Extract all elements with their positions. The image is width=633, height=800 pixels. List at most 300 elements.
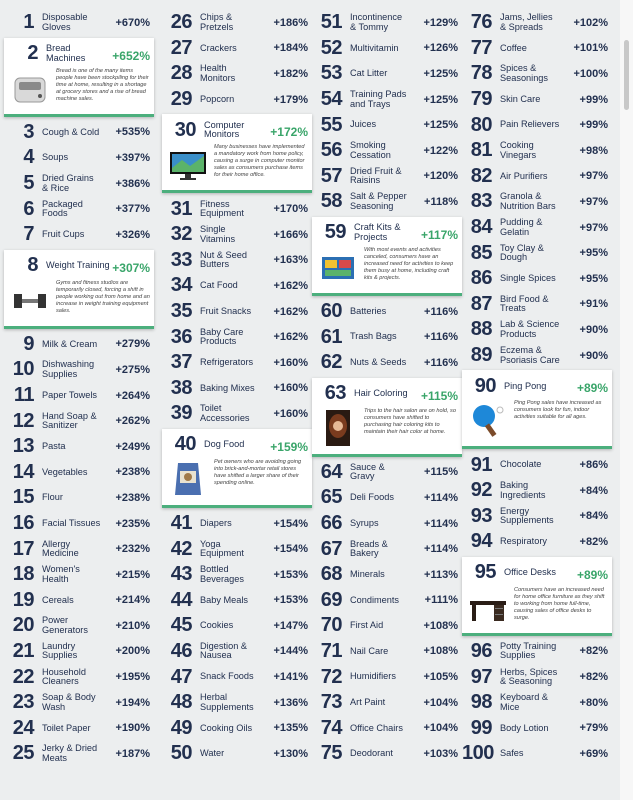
card-header [166,118,308,142]
category-name: Respiratory [500,536,547,547]
list-item [162,562,312,588]
category-name: Hair Coloring [354,387,408,398]
rank-number: 59 [324,221,346,244]
list-item [312,460,462,486]
percent-change: +307% [112,260,150,275]
category-name: Water [200,748,225,759]
list-item [462,112,612,138]
category-name: Weight Training [46,259,110,270]
rank-number: 83 [470,190,492,213]
rank-number: 25 [12,742,34,765]
rank-number: 58 [320,190,342,213]
rank-number: 61 [320,325,342,348]
rank-number: 68 [320,563,342,586]
list-item [462,36,612,62]
category-name: Dried Grains & Rice [42,173,94,193]
list-item [462,639,612,665]
percent-change: +275% [115,363,150,376]
category-name: Office Desks [504,566,556,577]
category-name: Allergy Medicine [42,538,79,559]
rank-number: 36 [170,325,192,348]
percent-change: +82% [579,671,608,684]
list-item [4,357,154,383]
rank-number: 50 [170,742,192,765]
list-item [162,690,312,716]
percent-change: +126% [423,42,458,55]
percent-change: +144% [273,645,308,658]
list-item [312,299,462,325]
list-item [162,376,312,402]
rank-number: 1 [23,11,34,34]
rank-number: 33 [170,248,192,271]
percent-change: +108% [423,645,458,658]
percent-change: +95% [579,247,608,260]
percent-change: +162% [273,331,308,344]
list-item [312,741,462,767]
list-item [312,112,462,138]
category-name: Household Cleaners [42,666,86,687]
category-name: Spices & Seasonings [500,63,549,83]
percent-change: +103% [423,747,458,760]
card-header [8,254,150,278]
list-item [312,36,462,62]
category-name: Flour [42,492,63,503]
rank-number: 15 [12,486,34,509]
percent-change: +249% [115,440,150,453]
column-1 [4,10,154,767]
rank-number: 100 [462,742,494,765]
category-name: Breads & Bakery [350,538,388,559]
list-item [162,324,312,350]
percent-change: +90% [579,323,608,336]
percent-change: +154% [273,543,308,556]
category-name: Nut & Seed Butters [200,249,247,270]
list-item [462,189,612,215]
rank-number: 76 [470,11,492,34]
percent-change: +652% [112,48,150,63]
list-item [4,562,154,588]
percent-change: +160% [273,407,308,420]
category-name: Potty Training Supplies [500,640,557,661]
category-name: Packaged Foods [42,198,83,219]
rank-number: 21 [12,639,34,662]
rank-number: 24 [12,716,34,739]
category-name: Chips & Pretzels [200,12,234,32]
card-body [316,408,458,448]
category-name: Craft Kits & Projects [354,222,401,242]
monitor-image [168,144,208,184]
category-name: Crackers [200,42,237,53]
list-item [162,741,312,767]
list-item [4,511,154,537]
percent-change: +264% [115,389,150,402]
rank-number: 66 [320,512,342,535]
percent-change: +170% [273,203,308,216]
percent-change: +186% [273,16,308,29]
list-item [4,10,154,36]
category-name: Training Pads and Trays [350,89,407,109]
percent-change: +377% [115,203,150,216]
rank-number: 34 [170,274,192,297]
card-description: Pet owners who are avoiding going into brick-and-mortar retail stores have shifted a larger share of their spending online. [214,458,302,486]
list-item [312,189,462,215]
category-name: Laundry Supplies [42,640,78,661]
percent-change: +97% [579,170,608,183]
list-item [4,408,154,434]
percent-change: +238% [115,466,150,479]
percent-change: +130% [273,747,308,760]
card-body [166,459,308,499]
list-item [4,332,154,358]
category-name: Soap & Body Wash [42,692,96,712]
rank-number: 8 [27,254,38,277]
percent-change: +153% [273,594,308,607]
list-item [312,639,462,665]
percent-change: +153% [273,568,308,581]
rank-number: 40 [174,433,196,456]
list-item [4,196,154,222]
highlight-card [162,429,312,508]
list-item [4,639,154,665]
category-name: Ping Pong [504,380,547,391]
rank-number: 2 [27,42,38,65]
percent-change: +99% [579,93,608,106]
highlight-card [4,38,154,117]
rank-number: 35 [170,300,192,323]
rank-number: 56 [320,139,342,162]
card-header [166,433,308,457]
list-item [462,138,612,164]
list-item [4,383,154,409]
category-name: Coffee [500,42,527,53]
rank-number: 53 [320,62,342,85]
rank-number: 70 [320,614,342,637]
category-name: Baking Mixes [200,382,255,393]
percent-change: +166% [273,228,308,241]
card-body [8,68,150,108]
percent-change: +99% [579,119,608,132]
rank-number: 46 [170,639,192,662]
list-item [4,690,154,716]
category-name: Granola & Nutrition Bars [500,191,556,211]
category-name: Yoga Equipment [200,538,244,559]
rank-number: 55 [320,113,342,136]
rank-number: 84 [470,216,492,239]
rank-number: 45 [170,614,192,637]
category-name: Baby Meals [200,594,249,605]
category-name: Jerky & Dried Meats [42,743,98,763]
percent-change: +90% [579,349,608,362]
office-desk-image [468,587,508,627]
category-name: Baking Ingredients [500,480,546,500]
rank-number: 43 [170,563,192,586]
percent-change: +113% [424,568,458,581]
rank-number: 69 [320,588,342,611]
rank-number: 64 [320,460,342,483]
rank-number: 90 [474,374,496,397]
list-item [162,299,312,325]
percent-change: +326% [115,228,150,241]
list-item [312,164,462,190]
category-name: Salt & Pepper Seasoning [350,191,407,211]
card-body [316,247,458,287]
percent-change: +69% [579,747,608,760]
rank-number: 11 [13,384,34,407]
list-item [162,613,312,639]
category-name: Art Paint [350,696,386,707]
category-name: Pudding & Gelatin [500,217,543,237]
rank-number: 7 [23,223,34,246]
category-name: Body Lotion [500,722,549,733]
percent-change: +100% [573,67,608,80]
percent-change: +125% [423,119,458,132]
category-name: Pasta [42,440,66,451]
list-item [4,664,154,690]
bread-machine-image [10,68,50,108]
list-item [462,690,612,716]
category-name: Milk & Cream [42,338,98,349]
rank-number: 37 [170,351,192,374]
percent-change: +116% [424,356,458,369]
rank-number: 71 [320,639,342,662]
rank-number: 9 [23,332,34,355]
percent-change: +397% [115,151,150,164]
category-name: Cereals [42,594,74,605]
percent-change: +159% [270,439,308,454]
percent-change: +214% [115,594,150,607]
category-name: Dishwashing Supplies [42,359,95,379]
rank-number: 52 [320,36,342,59]
percent-change: +162% [273,305,308,318]
rank-number: 63 [324,382,346,405]
percent-change: +232% [115,543,150,556]
rank-number: 48 [170,691,192,714]
card-description: Bread is one of the many items people have been stockpiling for their time at home, resulting in a shortage at grocery stores and a rise of bread machine sales. [56,67,149,102]
category-name: Incontinence & Tommy [350,12,403,32]
list-item [162,61,312,87]
rank-number: 20 [12,614,34,637]
rank-number: 18 [12,563,34,586]
rank-number: 41 [170,512,192,535]
category-name: Skin Care [500,93,541,104]
percent-change: +187% [115,747,150,760]
list-item [162,248,312,274]
percent-change: +108% [423,619,458,632]
percent-change: +114% [424,543,458,556]
list-item [4,460,154,486]
highlight-card [462,370,612,449]
list-item [462,215,612,241]
list-item [312,485,462,511]
category-name: Cooking Oils [200,722,253,733]
list-item [4,741,154,767]
rank-number: 82 [470,164,492,187]
percent-change: +147% [273,619,308,632]
category-name: Nail Care [350,645,389,656]
percent-change: +125% [423,93,458,106]
percent-change: +141% [273,671,308,684]
percent-change: +200% [115,645,150,658]
rank-number: 30 [174,118,196,141]
percent-change: +82% [579,535,608,548]
category-name: Keyboard & Mice [500,692,549,712]
rank-number: 28 [170,62,192,85]
list-item [162,350,312,376]
rank-number: 19 [12,588,34,611]
category-name: Deli Foods [350,492,394,503]
list-item [162,273,312,299]
category-name: Baby Care Products [200,326,244,347]
rank-number: 5 [23,172,34,195]
rank-number: 87 [470,292,492,315]
category-name: Toilet Accessories [200,403,250,423]
rank-number: 38 [170,376,192,399]
list-item [162,36,312,62]
rank-number: 93 [470,504,492,527]
list-item [162,87,312,113]
list-item [312,10,462,36]
list-item [462,87,612,113]
card-description: Ping Pong sales have increased as consumers look for fun, indoor activities suitable for all ages. [514,400,602,421]
card-header [8,42,150,66]
category-name: Hand Soap & Sanitizer [42,410,97,431]
rank-number: 99 [470,716,492,739]
category-name: Dog Food [204,438,245,449]
rank-number: 96 [470,639,492,662]
list-item [462,343,612,369]
list-item [4,613,154,639]
list-item [462,478,612,504]
percent-change: +135% [273,722,308,735]
category-name: Cookies [200,620,234,631]
percent-change: +195% [115,671,150,684]
percent-change: +235% [115,517,150,530]
percent-change: +163% [273,254,308,267]
card-header [316,382,458,406]
rank-number: 49 [170,716,192,739]
percent-change: +136% [273,696,308,709]
rank-number: 39 [170,402,192,425]
percent-change: +238% [115,491,150,504]
percent-change: +82% [579,645,608,658]
rank-number: 73 [320,691,342,714]
category-name: Eczema & Psoriasis Care [500,345,560,365]
category-name: Digestion & Nausea [200,640,247,661]
list-item [462,240,612,266]
list-item [312,664,462,690]
percent-change: +114% [424,491,458,504]
category-name: Fitness Equipment [200,198,244,219]
category-name: Batteries [350,305,387,316]
list-item [312,324,462,350]
card-description: Many businesses have implemented a mandatory work from home policy, causing a surge in computer monitor sales as consumers purchase items for their home office. [214,144,305,179]
rank-number: 17 [12,537,34,560]
rank-number: 72 [320,665,342,688]
category-name: Jams, Jellies & Spreads [500,12,553,32]
category-name: Cooking Vinegars [500,140,537,160]
percent-change: +89% [576,381,608,396]
list-item [462,664,612,690]
list-item [462,61,612,87]
category-name: Juices [350,119,377,130]
category-name: Fruit Snacks [200,305,252,316]
percent-change: +97% [579,195,608,208]
category-name: Single Vitamins [200,224,236,244]
category-name: Facial Tissues [42,517,101,528]
list-item [312,690,462,716]
list-item [462,504,612,530]
card-header [316,221,458,245]
scrollbar-thumb[interactable] [624,40,629,110]
rank-number: 86 [470,267,492,290]
list-item [462,741,612,767]
list-item [162,196,312,222]
rank-number: 80 [470,113,492,136]
rank-number: 6 [23,197,34,220]
rank-number: 14 [12,460,34,483]
category-name: Chocolate [500,459,542,470]
category-name: Diapers [200,517,232,528]
percent-change: +120% [423,170,458,183]
category-name: Paper Towels [42,389,97,400]
category-name: Trash Bags [350,331,397,342]
dog-food-bag-image [168,459,208,499]
hair-color-box-image [318,408,358,448]
column-2 [162,10,312,767]
rank-number: 13 [12,435,34,458]
ping-pong-image [468,400,508,440]
percent-change: +182% [273,67,308,80]
rank-number: 22 [12,665,34,688]
column-4 [462,10,612,767]
percent-change: +80% [579,696,608,709]
percent-change: +97% [579,221,608,234]
percent-change: +125% [423,67,458,80]
percent-change: +160% [273,382,308,395]
category-name: Air Purifiers [500,170,548,181]
list-item [312,61,462,87]
highlight-card [312,217,462,296]
list-item [312,613,462,639]
category-name: Minerals [350,568,385,579]
percent-change: +115% [424,466,458,479]
card-body [8,280,150,320]
list-item [4,222,154,248]
category-name: Bread Machines [46,43,86,63]
percent-change: +79% [579,722,608,735]
percent-change: +117% [420,227,458,242]
category-name: Cough & Cold [42,126,100,137]
rank-number: 65 [320,486,342,509]
list-item [4,171,154,197]
list-item [312,715,462,741]
category-name: Toy Clay & Dough [500,242,544,263]
rank-number: 12 [12,409,34,432]
rank-number: 31 [170,197,192,220]
percent-change: +116% [424,331,458,344]
list-item [4,434,154,460]
category-name: Cat Food [200,280,238,291]
vertical-scrollbar[interactable] [620,0,633,800]
card-header [466,374,608,398]
rank-number: 51 [320,11,342,34]
list-item [162,639,312,665]
list-item [162,401,312,427]
rank-number: 81 [470,139,492,162]
rank-number: 44 [170,588,192,611]
highlight-card [4,250,154,329]
category-name: Humidifiers [350,671,396,682]
